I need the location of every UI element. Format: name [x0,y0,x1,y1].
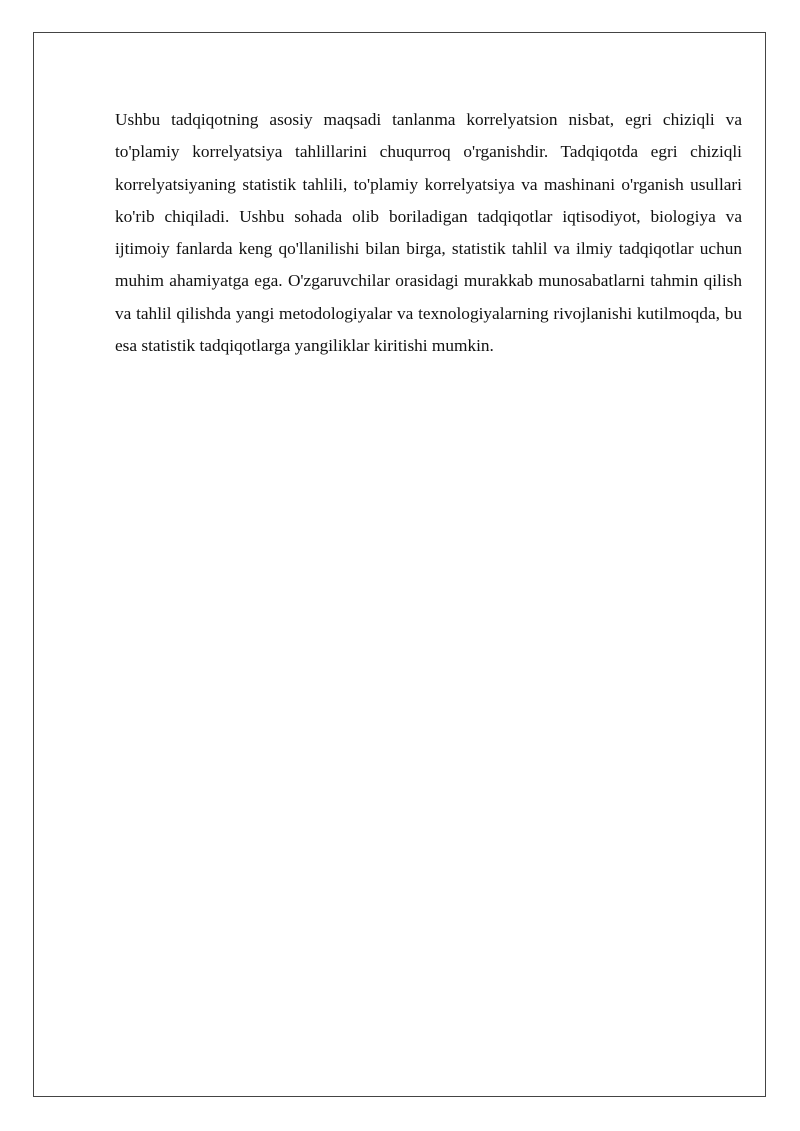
body-paragraph: Ushbu tadqiqotning asosiy maqsadi tanlanma korrelyatsion nisbat, egri chiziqli va to'plamiy korrelyatsiya tahlillarini chuqurroq o'rganishdir. Tadqiqotda egri chiziqli korrelyatsiyaning statistik tahlili, to'plamiy korrelyatsiya va mashinani o'rganish usullari ko'rib chiqiladi. Ushbu sohada olib boriladigan tadqiqotlar iqtisodiyot, biologiya va ijtimoiy fanlarda keng qo'llanilishi bilan birga, statistik tahlil va ilmiy tadqiqotlar uchun muhim ahamiyatga ega. O'zgaruvchilar orasidagi murakkab munosabatlarni tahmin qilish va tahlil qilishda yangi metodologiyalar va texnologiyalarning rivojlanishi kutilmoqda, bu esa statistik tadqiqotlarga yangiliklar kiritishi mumkin. [115,110,742,356]
